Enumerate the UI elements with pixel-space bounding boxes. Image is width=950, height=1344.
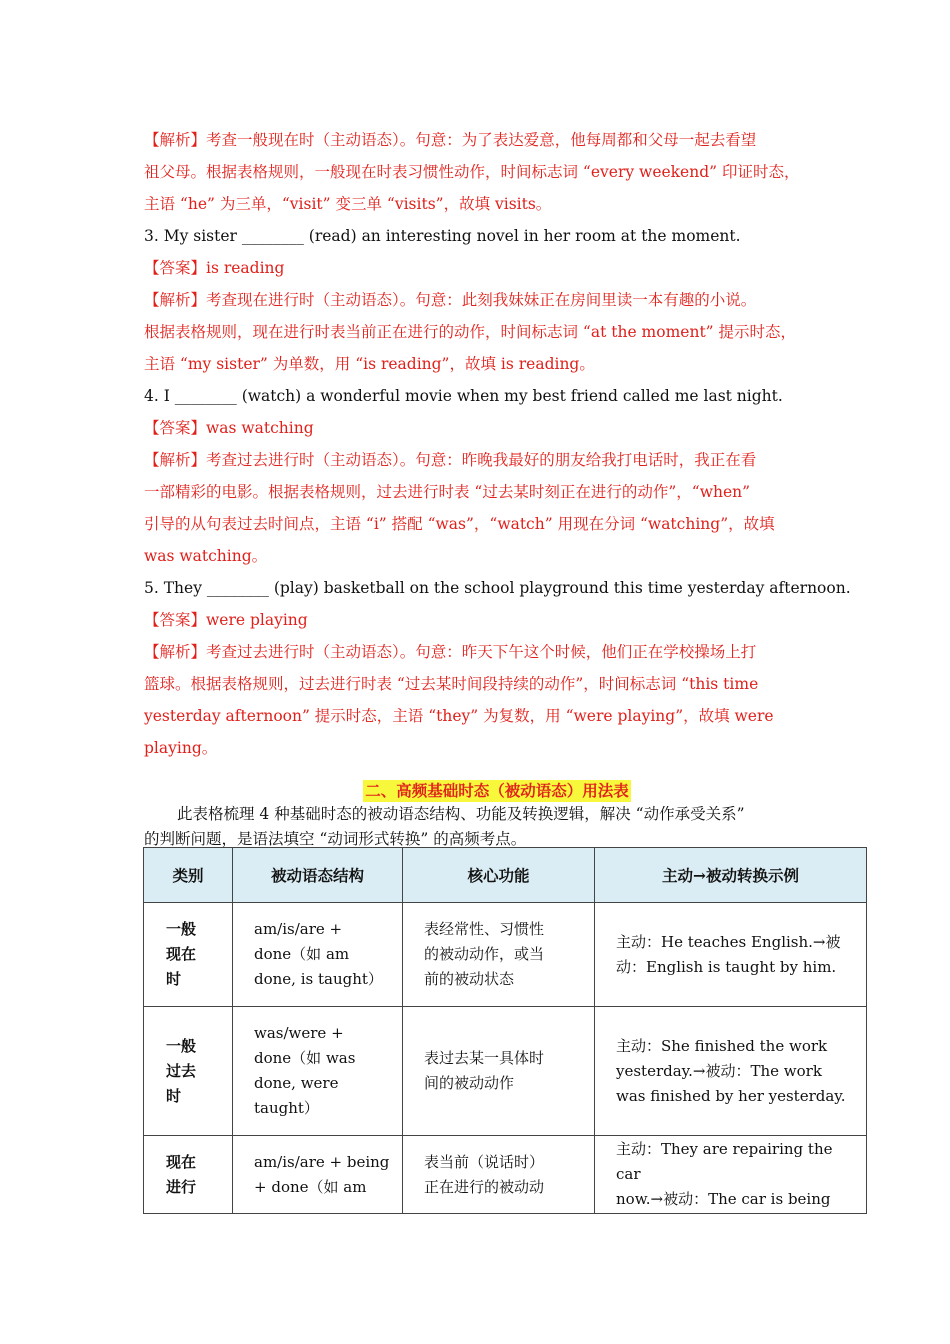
cell-function [403,1007,595,1136]
q4-question: 4. I ________ (watch) a wonderful movie when my best friend called me last night. [144,387,783,405]
q5-analysis-line-4: playing。 [144,739,218,757]
header-structure: 被动语态结构 [233,848,403,903]
intro-line-2: 的判断问题，是语法填空 “动词形式转换” 的高频考点。 [144,830,527,848]
exercise-section [144,124,851,852]
q4-analysis-line-3: 引导的从句表过去时间点，主语 “i” 搭配 “was”，“watch” 用现在分词 “watching”，故填 [144,515,775,533]
cell-line: 表过去某一具体时 [424,1049,545,1067]
cell-function [403,903,595,1007]
cell-line: 过去 [166,1061,197,1080]
table-row [144,903,867,1007]
cell-line: 时 [166,1086,182,1105]
cell-line: 间的被动动作 [424,1074,515,1092]
cell-line: 一般 [166,1036,197,1055]
header-example: 主动→被动转换示例 [595,848,867,903]
cell-line: 进行 [166,1177,197,1196]
cell-line: 主动：She finished the work [616,1036,828,1055]
cell-line: 前的被动状态 [424,970,515,988]
cell-line: 主动：They are repairing the car [616,1140,833,1183]
cell-structure [233,1007,403,1136]
cell-line: 现在 [166,945,197,963]
q4-analysis-line-2: 一部精彩的电影。根据表格规则，过去进行时表 “过去某时刻正在进行的动作”，“when” [144,483,751,501]
header-category: 类别 [144,848,233,903]
cell-line: am/is/are + being [254,1152,390,1171]
q3-analysis-line-3: 主语 “my sister” 为单数，用 “is reading”，故填 is reading。 [144,355,595,373]
cell-line: am/is/are + [254,920,343,938]
cell-line: done（如 am [254,945,350,963]
cell-line: 动：English is taught by him. [616,957,837,976]
section-title: 二、高频基础时态（被动语态）用法表 [365,781,629,800]
section-title-wrap [144,780,850,802]
cell-structure [233,1136,403,1214]
cell-line: done（如 was [254,1049,356,1067]
passive-voice-table [143,847,867,1214]
q3-answer: 【答案】is reading [144,259,285,277]
intro-line-1: 此表格梳理 4 种基础时态的被动语态结构、功能及转换逻辑，解决 “动作承受关系” [177,805,745,823]
cell-line: now.→被动：The car is being [616,1190,831,1208]
q5-analysis-line-1: 【解析】考查过去进行时（主动语态）。句意：昨天下午这个时候，他们正在学校操场上打 [144,643,757,661]
table-row [144,1007,867,1136]
cell-example [595,903,867,1007]
table-header-row [144,848,867,903]
cell-line: done, were [254,1074,339,1092]
q2-analysis-line-3: 主语 “he” 为三单，“visit” 变三单 “visits”，故填 visits。 [144,195,552,213]
q5-analysis-line-2: 篮球。根据表格规则，过去进行时表 “过去某时间段持续的动作”，时间标志词 “this time [144,675,759,693]
cell-line: was/were + [254,1024,344,1042]
cell-line: 的被动动作，或当 [424,945,545,963]
cell-example [595,1136,867,1214]
q3-analysis-line-2: 根据表格规则，现在进行时表当前正在进行的动作，时间标志词 “at the moment” 提示时态， [144,323,797,341]
cell-line: + done（如 am [254,1177,367,1196]
cell-line: 时 [166,970,182,988]
cell-line: 表当前（说话时） [424,1152,545,1171]
q4-analysis-line-4: was watching。 [144,547,268,565]
cell-structure [233,903,403,1007]
cell-line: yesterday.→被动：The work [616,1061,822,1080]
table-row [144,1136,867,1214]
cell-line: 现在 [166,1152,197,1171]
cell-line: 表经常性、习惯性 [424,920,545,938]
cell-category [144,903,233,1007]
cell-line: taught） [254,1099,319,1117]
cell-line: 一般 [166,920,197,938]
q3-question: 3. My sister ________ (read) an interesting novel in her room at the moment. [144,227,741,245]
section-intro [144,802,850,852]
cell-category [144,1007,233,1136]
q5-answer: 【答案】were playing [144,611,308,629]
cell-example [595,1007,867,1136]
q4-analysis-line-1: 【解析】考查过去进行时（主动语态）。句意：昨晚我最好的朋友给我打电话时，我正在看 [144,451,757,469]
q4-answer: 【答案】was watching [144,419,314,437]
q2-analysis-line-1: 【解析】考查一般现在时（主动语态）。句意：为了表达爱意，他每周都和父母一起去看望 [144,131,757,149]
cell-line: 主动：He teaches English.→被 [616,932,841,951]
cell-line: was finished by her yesterday. [616,1086,846,1105]
q3-analysis-line-1: 【解析】考查现在进行时（主动语态）。句意：此刻我妹妹正在房间里读一本有趣的小说。 [144,291,757,309]
cell-function [403,1136,595,1214]
cell-line: 正在进行的被动动 [424,1177,545,1196]
q2-analysis-line-2: 祖父母。根据表格规则，一般现在时表习惯性动作，时间标志词 “every weekend” 印证时态， [144,163,800,181]
spacer [144,764,834,780]
cell-line: done, is taught） [254,970,383,988]
header-function: 核心功能 [403,848,595,903]
q5-question: 5. They ________ (play) basketball on the school playground this time yesterday afternoon. [144,579,851,597]
q5-analysis-line-3: yesterday afternoon” 提示时态，主语 “they” 为复数，用 “were playing”，故填 were [144,707,774,725]
cell-category [144,1136,233,1214]
